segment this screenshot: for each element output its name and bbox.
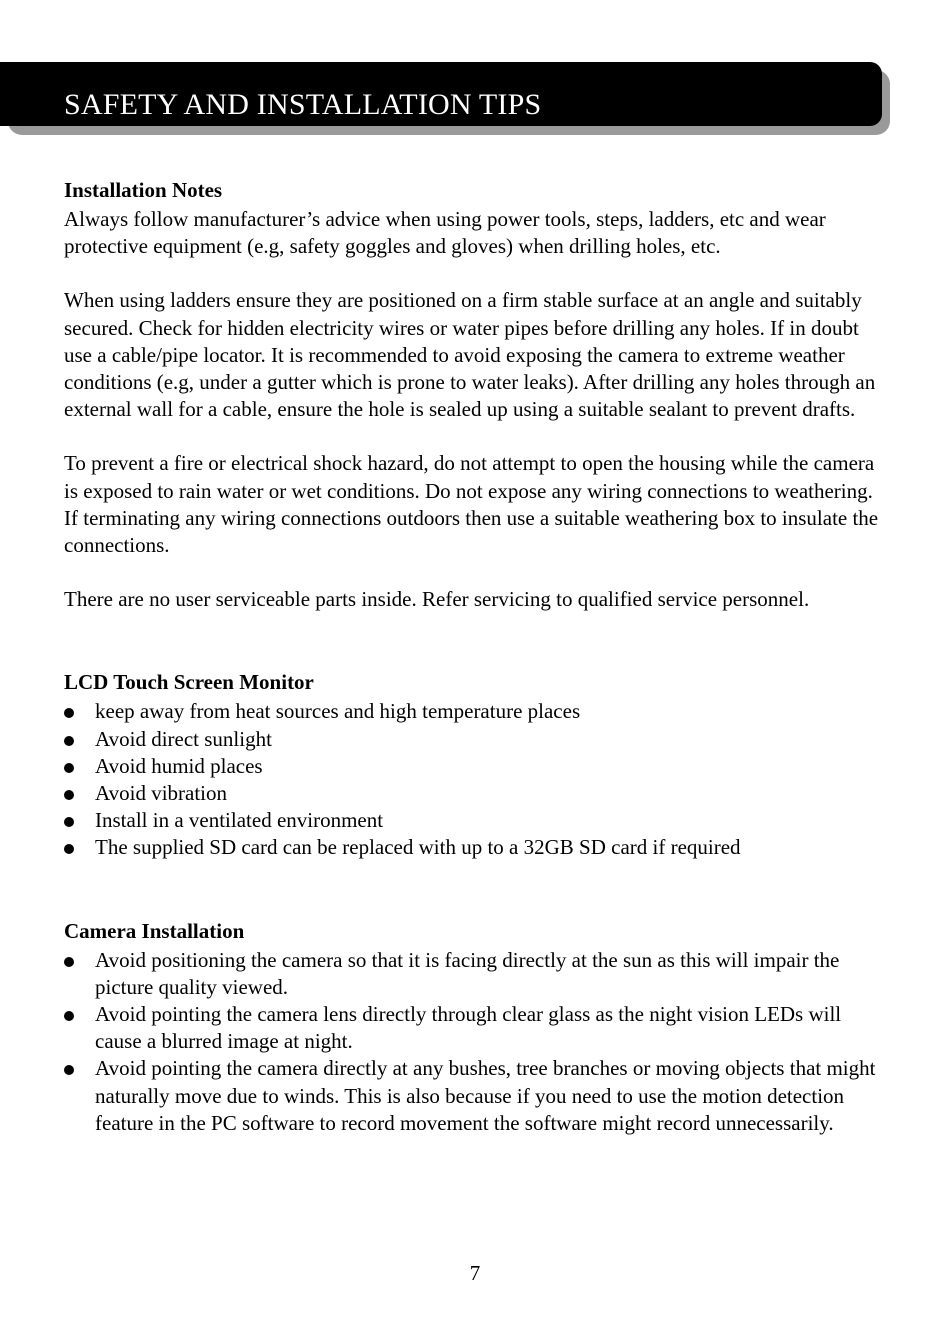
list-item-text: Avoid pointing the camera directly at any bushes, tree branches or moving objects that might naturally move due to winds. This is also because if you need to use the motion detection feature in the PC software to record movement the software might record unnecessarily.	[95, 1056, 876, 1135]
list-item-text: Install in a ventilated environment	[95, 808, 384, 833]
bullet-icon	[64, 1011, 74, 1021]
list-item-text: keep away from heat sources and high temperature places	[95, 699, 581, 724]
bullet-icon	[64, 844, 74, 854]
page-title: SAFETY AND INSTALLATION TIPS	[64, 88, 542, 121]
list-item	[64, 807, 884, 834]
bullet-icon	[64, 817, 74, 827]
bullet-icon	[64, 763, 74, 773]
list-item	[64, 698, 884, 725]
installation-notes-paragraph-1: Always follow manufacturer’s advice when using power tools, steps, ladders, etc and wear protective equipment (e.g, safety goggles and gloves) when drilling holes, etc.	[64, 207, 826, 259]
list-item	[64, 780, 884, 807]
list-item-text: Avoid direct sunlight	[95, 726, 272, 751]
bullet-icon	[64, 736, 74, 746]
bullet-icon	[64, 708, 74, 718]
lcd-monitor-list	[64, 698, 884, 861]
list-item	[64, 834, 884, 861]
list-item-text: Avoid positioning the camera so that it is facing directly at the sun as this will impair the picture quality viewed.	[95, 947, 840, 999]
installation-notes-paragraph-4: There are no user serviceable parts inside. Refer servicing to qualified service personnel.	[64, 587, 810, 612]
list-item-text: The supplied SD card can be replaced with up to a 32GB SD card if required	[95, 835, 741, 860]
installation-notes-heading: Installation Notes	[64, 178, 223, 202]
bullet-icon	[64, 790, 74, 800]
installation-notes-paragraph-2: When using ladders ensure they are positioned on a firm stable surface at an angle and suitably secured. Check for hidden electricity wires or water pipes before drilling any holes. If in doubt use a cable/pipe locator. It is recommended to avoid exposing the camera to extreme weather conditions (e.g, under a gutter which is prone to water leaks). After drilling any holes through an external wall for a cable, ensure the hole is sealed up using a suitable sealant to prevent drafts.	[64, 288, 876, 422]
page-content	[64, 174, 884, 1137]
installation-notes-paragraph-3: To prevent a fire or electrical shock hazard, do not attempt to open the housing while the camera is exposed to rain water or wet conditions. Do not expose any wiring connections to weathering. If terminating any wiring connections outdoors then use a suitable weathering box to insulate the connections.	[64, 451, 879, 558]
camera-installation-heading: Camera Installation	[64, 918, 245, 943]
lcd-monitor-heading: LCD Touch Screen Monitor	[64, 670, 314, 695]
bullet-icon	[64, 957, 74, 967]
list-item-text: Avoid pointing the camera lens directly through clear glass as the night vision LEDs will cause a blurred image at night.	[95, 1002, 842, 1054]
list-item	[64, 726, 884, 753]
list-item	[64, 753, 884, 780]
list-item-text: Avoid vibration	[95, 781, 228, 806]
list-item-text: Avoid humid places	[95, 753, 263, 778]
list-item	[64, 1001, 884, 1055]
list-item	[64, 947, 884, 1001]
camera-installation-list	[64, 947, 884, 1137]
page-number: 7	[469, 1261, 481, 1285]
list-item	[64, 1055, 884, 1137]
bullet-icon	[64, 1065, 74, 1075]
